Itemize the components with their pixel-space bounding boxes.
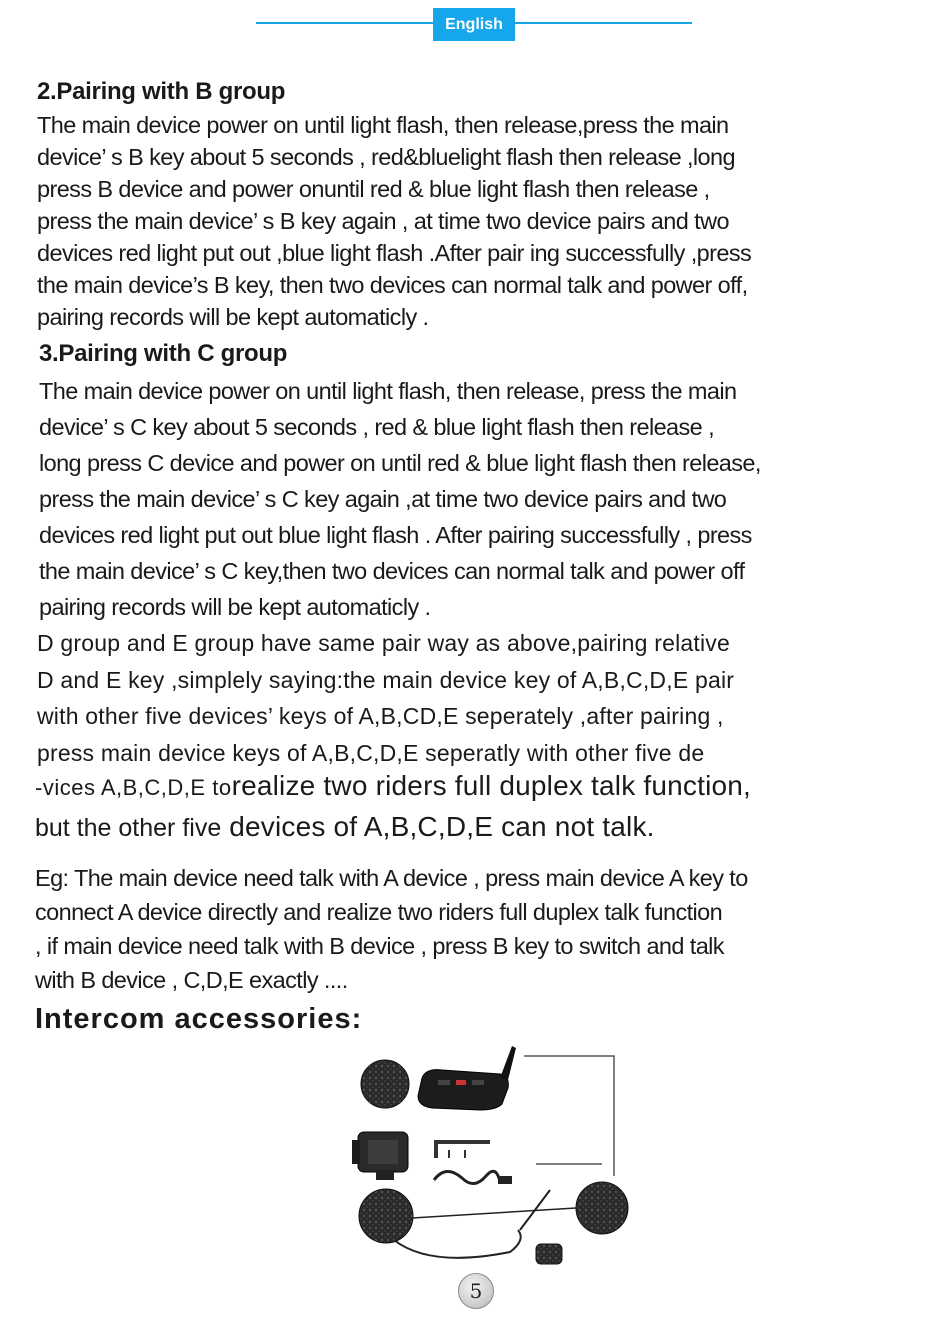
page-number: 5 (458, 1273, 494, 1309)
mounting-bracket (352, 1132, 408, 1180)
text-line: the main device’ s C key,then two devices can normal talk and power off (39, 558, 745, 584)
text-line: press the main device’ s C key again ,at time two device pairs and two (39, 486, 727, 512)
text-line: The main device power on until light flash, then release,press the main (37, 112, 729, 138)
headset-speakers (359, 1182, 628, 1264)
text-line: pairing records will be kept automaticly . (39, 594, 431, 620)
text-run: but the other five (35, 814, 222, 842)
language-tab: English (433, 8, 515, 41)
text-line: the main device’s B key, then two devices can normal talk and power off, (37, 272, 748, 298)
usb-cable (434, 1171, 512, 1184)
text-line: D and E key ,simplely saying:the main device key of A,B,C,D,E pair (37, 666, 735, 693)
text-line: device’ s B key about 5 seconds , red&bluelight flash then release ,long (37, 144, 735, 170)
header-rule-left (256, 22, 434, 24)
section-de-body (37, 625, 734, 771)
accessories-photo (350, 1040, 640, 1272)
text-line: Eg: The main device need talk with A device , press main device A key to (35, 865, 748, 891)
text-line: press the main device’ s B key again , at time two device pairs and two (37, 208, 729, 234)
section-de-line-6 (35, 811, 655, 843)
text-line: devices red light put out blue light flash . After pairing successfully , press (39, 522, 752, 548)
text-run: realize two riders full duplex talk function, (231, 770, 752, 801)
section-b-heading: 2.Pairing with B group (37, 78, 286, 105)
example-body (35, 861, 748, 997)
text-line: press B device and power onuntil red & blue light flash then release , (37, 176, 710, 202)
section-c-body (39, 373, 761, 625)
text-line: with B device , C,D,E exactly .... (35, 967, 348, 993)
text-line: D group and E group have same pair way as above,pairing relative (37, 630, 730, 656)
foam-cover-small (361, 1060, 409, 1108)
section-c-heading: 3.Pairing with C group (39, 340, 288, 367)
text-line: with other five devices’ keys of A,B,CD,E seperately ,after pairing , (37, 703, 724, 729)
text-line: The main device power on until light flash, then release, press the main (39, 378, 737, 404)
text-line: press main device keys of A,B,C,D,E seperatly with other five de (37, 739, 705, 766)
intercom-unit (418, 1046, 516, 1110)
accessories-title: Intercom accessories: (35, 1003, 363, 1035)
text-line: , if main device need talk with B device , press B key to switch and talk (35, 933, 724, 959)
text-line: pairing records will be kept automaticly . (37, 304, 429, 330)
text-line: devices red light put out ,blue light flash .After pair ing successfully ,press (37, 240, 752, 266)
allen-key (434, 1140, 490, 1158)
text-run: -vices A,B,C,D,E to (35, 775, 232, 800)
text-run: devices of A,B,C,D,E can not talk. (221, 811, 655, 842)
text-line: connect A device directly and realize two riders full duplex talk function (35, 899, 723, 925)
text-line: device’ s C key about 5 seconds , red & blue light flash then release , (39, 414, 714, 440)
text-line: long press C device and power on until red & blue light flash then release, (39, 450, 761, 476)
header-rule-right (514, 22, 692, 24)
section-de-line-5 (35, 770, 751, 802)
section-b-body (37, 109, 751, 333)
